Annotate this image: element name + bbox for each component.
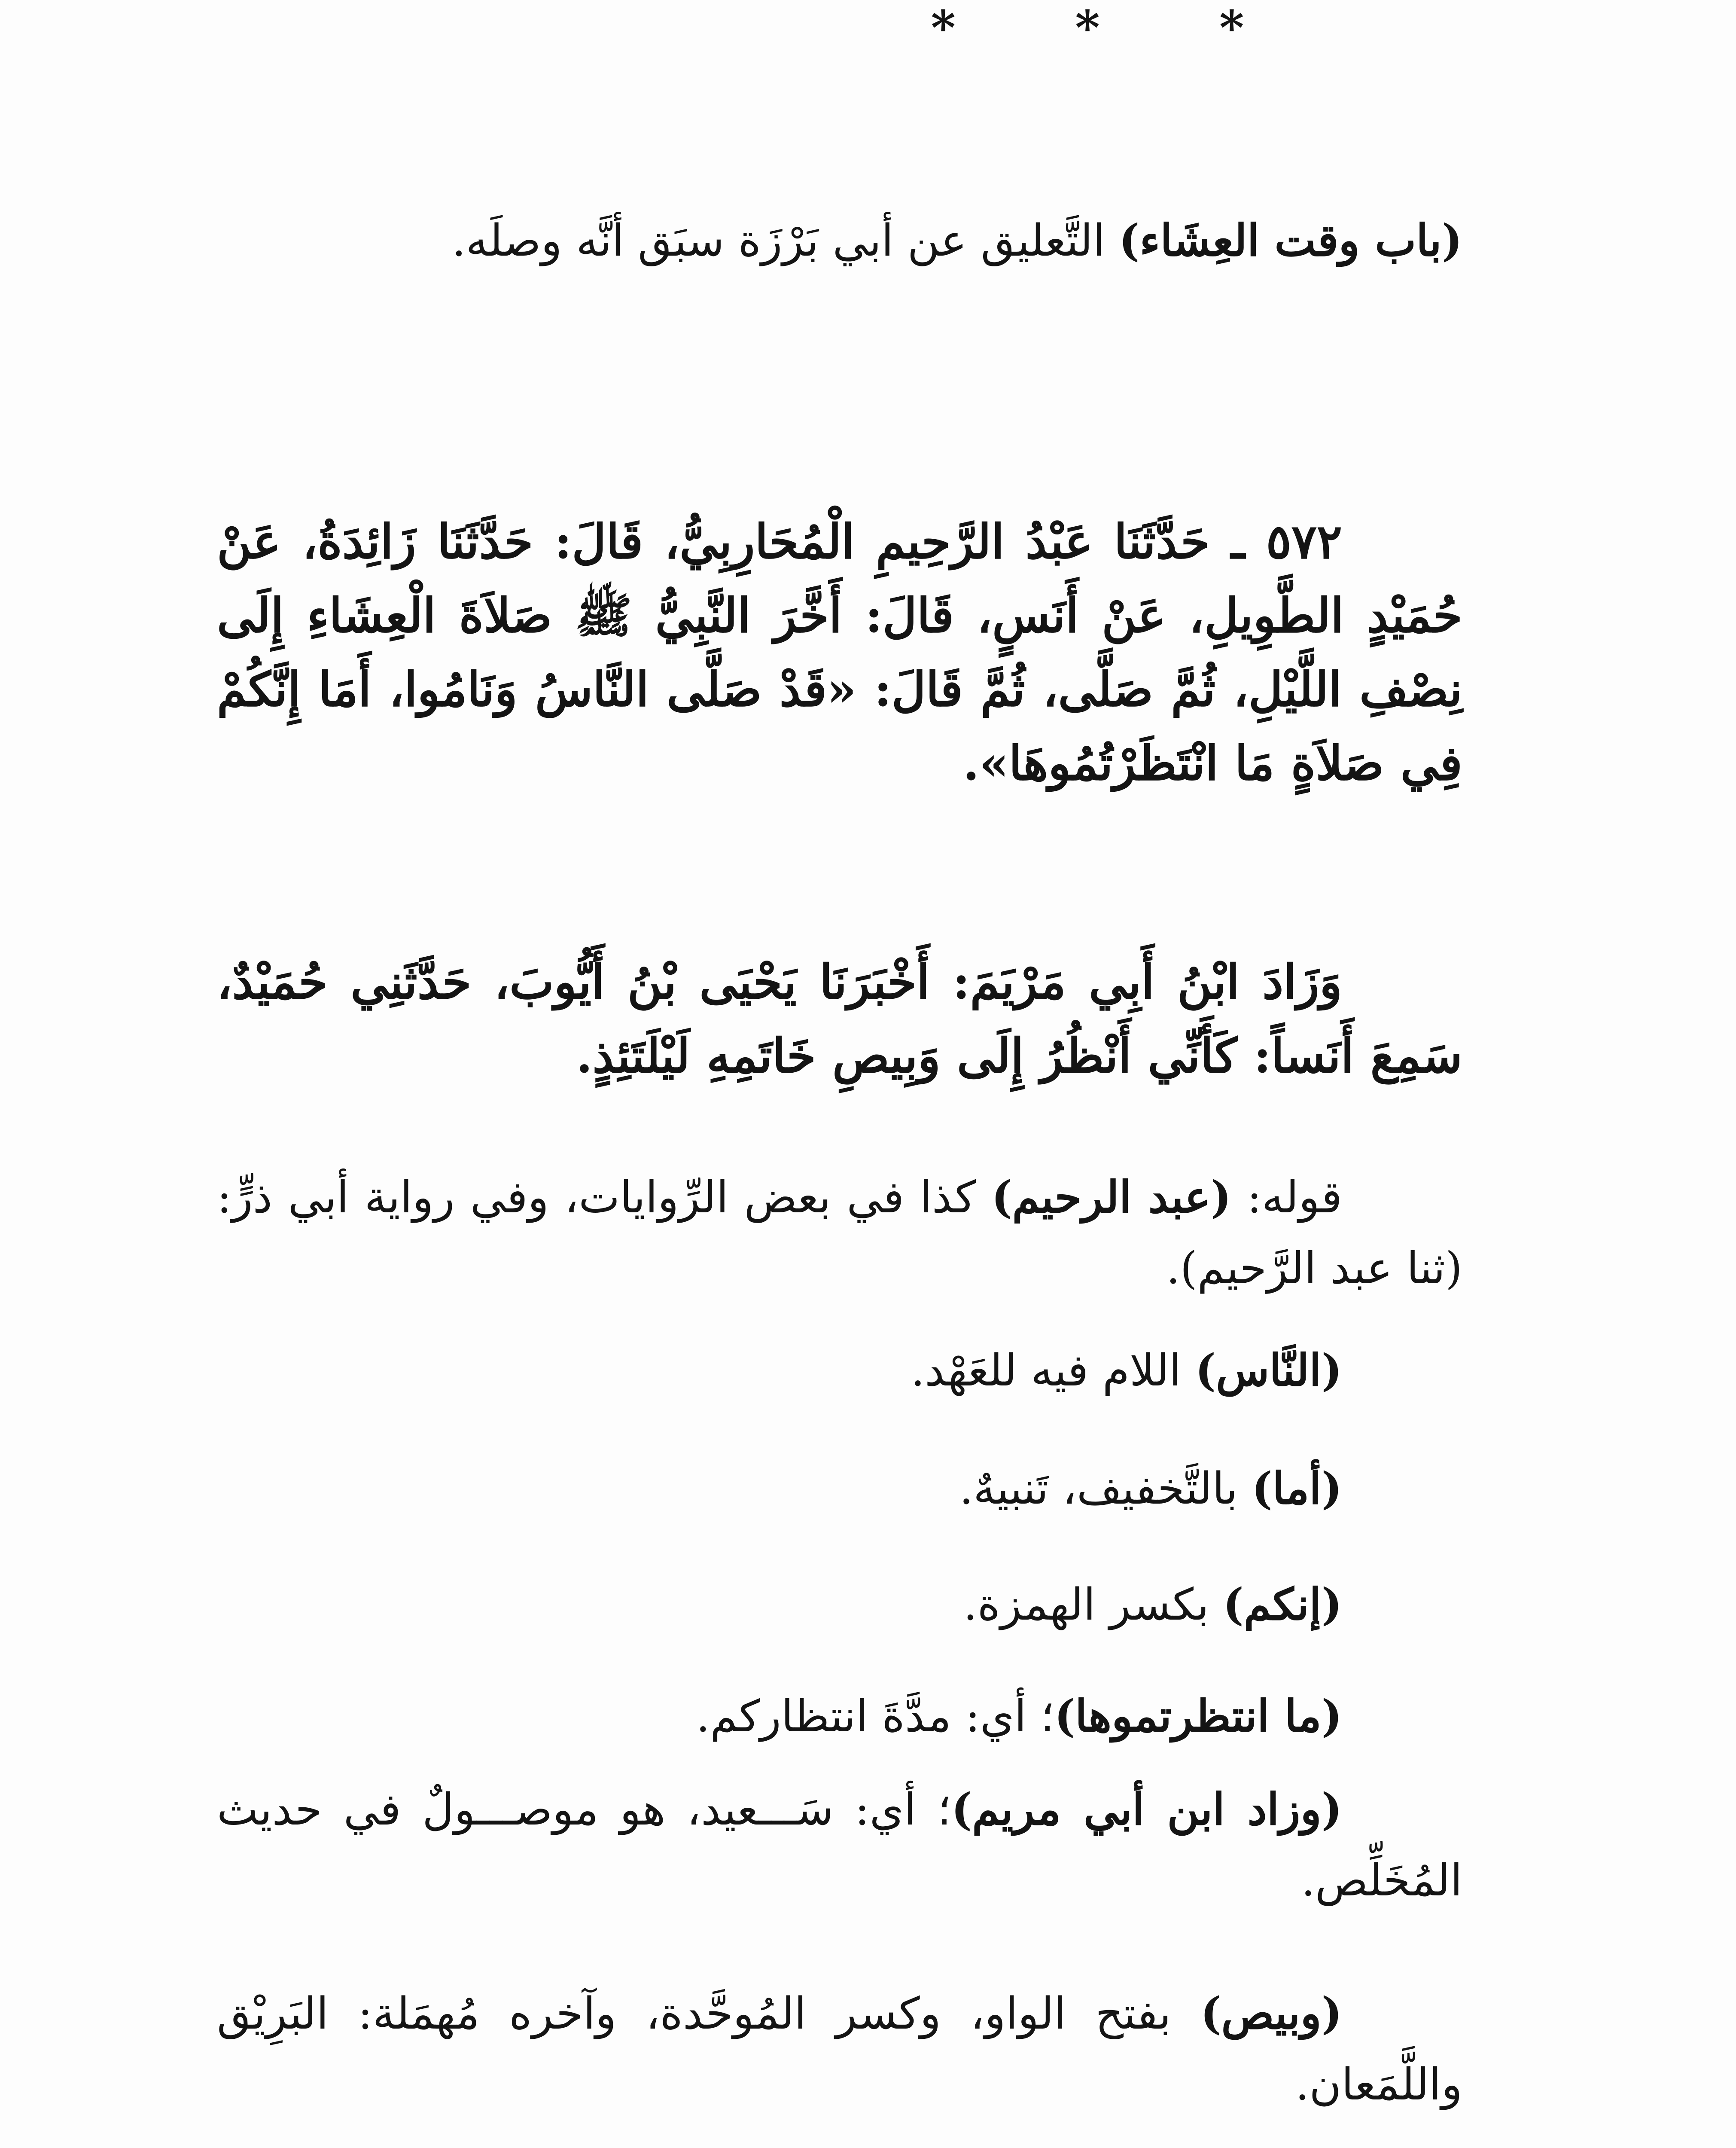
- section-separator: * * *: [931, 0, 1296, 55]
- commentary-term: (أما): [1252, 1463, 1342, 1514]
- hadith-text: ٥٧٢ ـ حَدَّثَنَا عَبْدُ الرَّحِيمِ الْمُحَارِبِيُّ، قَالَ: حَدَّثَنَا زَائِدَةُ، عَنْ حُمَيْدٍ الطَّوِيلِ، عَنْ أَنَسٍ، قَالَ: أَخَّرَ النَّبِيُّ ﷺ صَلاَةَ الْعِشَاءِ إِلَى نِصْفِ اللَّيْلِ، ثُمَّ صَلَّى، ثُمَّ قَالَ: «قَدْ صَلَّى النَّاسُ وَنَامُوا، أَمَا إِنَّكُمْ فِي صَلاَةٍ مَا انْتَظَرْتُمُوهَا».: [217, 514, 1462, 791]
- hadith-addition: وَزَادَ ابْنُ أَبِي مَرْيَمَ: أَخْبَرَنَا يَحْيَى بْنُ أَيُّوبَ، حَدَّثَنِي حُمَيْدٌ، سَمِعَ أَنَساً: كَأَنِّي أَنْظُرُ إِلَى وَبِيصِ خَاتَمِهِ لَيْلَتَئِذٍ.: [217, 954, 1462, 1083]
- commentary-explanation: كذا في بعض الرِّوايات، وفي رواية أبي ذرٍّ: (ثنا عبد الرَّحيم).: [217, 1172, 1462, 1294]
- commentary-explanation: ؛ أي: سَـــعيد، هو موصـــولٌ في حديث المُخَلِّص.: [217, 1784, 1462, 1906]
- commentary-term: (النَّاس): [1195, 1345, 1342, 1396]
- commentary-lead: قوله:: [1231, 1172, 1342, 1223]
- commentary-explanation: بكسر الهمزة.: [963, 1579, 1223, 1630]
- commentary-term: (وزاد ابن أبي مريم): [951, 1784, 1342, 1835]
- commentary-explanation: بالتَّخفيف، تَنبيهٌ.: [959, 1463, 1252, 1514]
- commentary-term: (ما انتظرتموها): [1054, 1690, 1342, 1742]
- commentary-paragraph: [217, 1574, 1462, 1635]
- commentary-paragraph: [217, 1774, 1462, 1916]
- commentary-explanation: ؛ أي: مدَّةَ انتظاركم.: [696, 1691, 1054, 1742]
- commentary-paragraph: [217, 1340, 1462, 1401]
- commentary-paragraph: [217, 1686, 1462, 1747]
- chapter-note: التَّعليق عن أبي بَرْزَة سبَق أنَّه وصلَه.: [452, 215, 1119, 266]
- commentary-explanation: بفتح الواو، وكسر المُوحَّدة، وآخره مُهمَلة: البَرِيْق واللَّمَعان.: [217, 1988, 1462, 2110]
- commentary-paragraph: [217, 1162, 1462, 1304]
- commentary-paragraph: [217, 1458, 1462, 1519]
- commentary-term: (وبيص): [1200, 1988, 1342, 2039]
- commentary-term: (عبد الرحيم): [991, 1172, 1232, 1223]
- chapter-reference: [217, 211, 1462, 271]
- commentary-explanation: اللام فيه للعَهْد.: [911, 1345, 1195, 1396]
- commentary-paragraph: [217, 1978, 1462, 2120]
- chapter-heading: (باب وقت العِشَاء): [1119, 215, 1462, 266]
- commentary-term: (إنكم): [1223, 1579, 1342, 1630]
